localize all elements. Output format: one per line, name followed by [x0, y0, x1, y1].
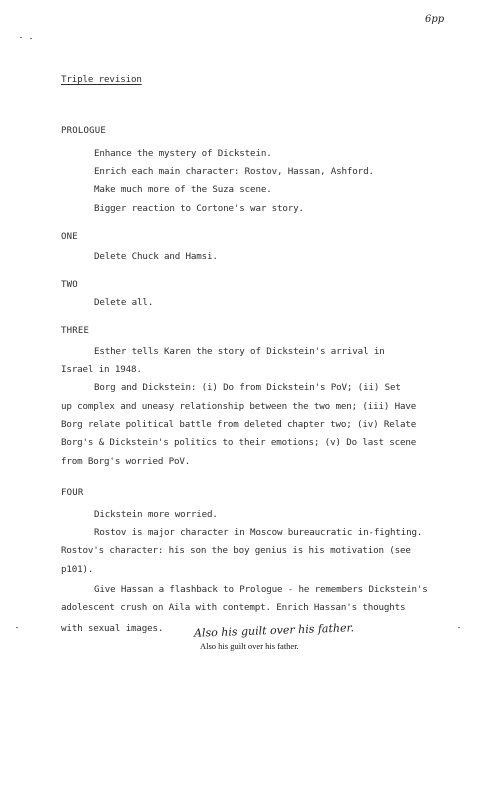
prologue-line: Enhance the mystery of Dickstein.: [94, 148, 272, 159]
scan-speck: [458, 627, 460, 628]
four-line: Give Hassan a flashback to Prologue - he remembers Dickstein's: [94, 584, 428, 595]
four-line: p101).: [61, 564, 94, 575]
three-line: Esther tells Karen the story of Dickstein's arrival in: [94, 346, 385, 357]
three-line: up complex and uneasy relationship between the two men; (iii) Have: [61, 401, 417, 412]
three-line: from Borg's worried PoV.: [61, 456, 191, 467]
prologue-line: Make much more of the Suza scene.: [94, 184, 272, 195]
four-line: Dickstein more worried.: [94, 509, 218, 520]
three-line: Israel in 1948.: [61, 364, 142, 375]
handwritten-note: Also his guilt over his father.: [193, 621, 355, 640]
section-heading-one: ONE: [61, 232, 78, 242]
prologue-line: Bigger reaction to Cortone's war story.: [94, 203, 304, 214]
scan-speck: [20, 37, 22, 38]
section-heading-two: TWO: [61, 280, 78, 290]
prologue-line: Enrich each main character: Rostov, Hassan, Ashford.: [94, 166, 374, 177]
three-line: Borg and Dickstein: (i) Do from Dickstein's PoV; (ii) Set: [94, 382, 401, 393]
document-title: Triple revision: [61, 74, 142, 85]
one-line: Delete Chuck and Hamsi.: [94, 251, 218, 262]
four-line: Rostov's character: his son the boy genius is his motivation (see: [61, 545, 411, 556]
three-line: Borg's & Dickstein's politics to their emotions; (v) Do last scene: [61, 437, 417, 448]
scan-speck: [30, 38, 32, 39]
section-heading-three: THREE: [61, 326, 90, 336]
section-heading-prologue: PROLOGUE: [61, 126, 106, 136]
page-number: 6pp: [425, 14, 445, 25]
two-line: Delete all.: [94, 297, 154, 308]
note-transcription: Also his guilt over his father.: [200, 641, 299, 651]
four-line: Rostov is major character in Moscow bureaucratic in-fighting.: [94, 527, 423, 538]
scan-speck: [16, 627, 18, 628]
section-heading-four: FOUR: [61, 488, 84, 498]
three-line: Borg relate political battle from deleted chapter two; (iv) Relate: [61, 419, 417, 430]
four-line: with sexual images.: [61, 623, 164, 634]
four-line: adolescent crush on Aila with contempt. Enrich Hassan's thoughts: [61, 602, 406, 613]
